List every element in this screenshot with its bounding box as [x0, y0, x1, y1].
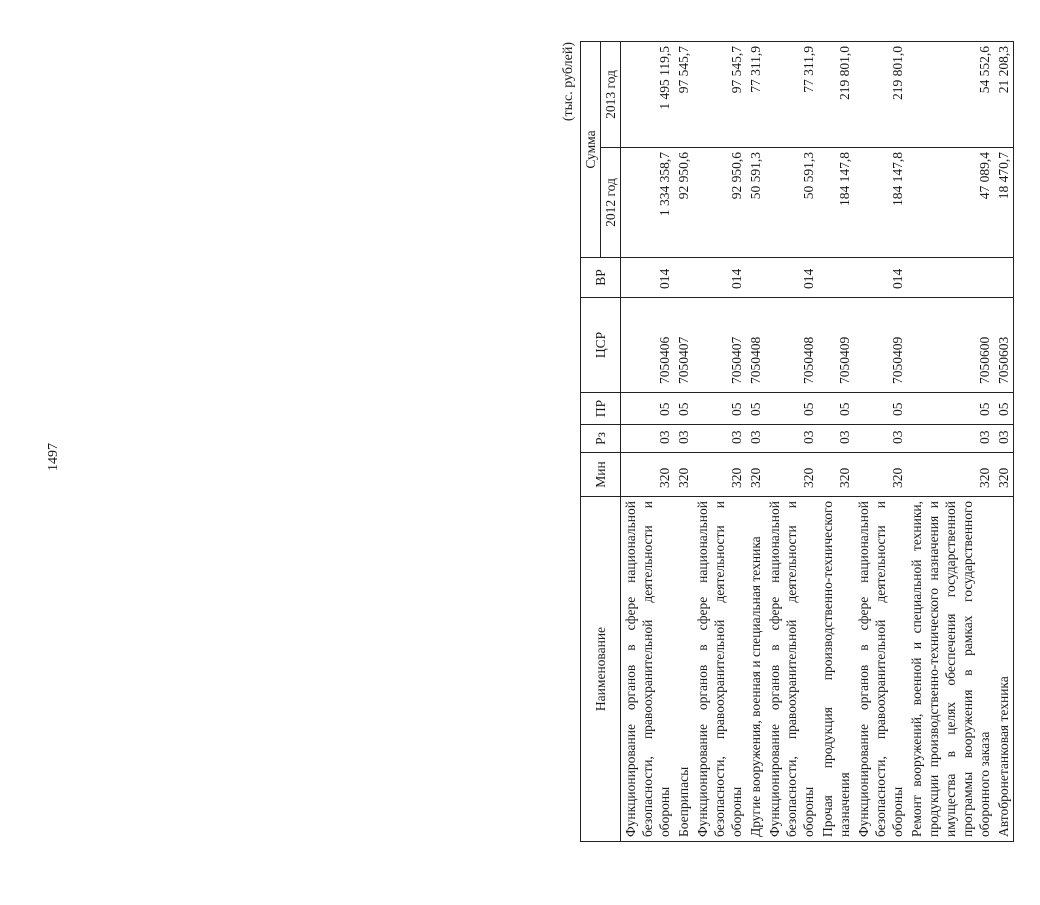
row-csr: 7050408: [765, 298, 818, 393]
row-rz: 03: [621, 425, 675, 453]
row-2012: 18 470,7: [994, 148, 1014, 258]
row-min: 320: [693, 453, 746, 497]
row-name: Прочая продукция производственно-технического назначения: [818, 497, 854, 842]
row-csr: 7050409: [818, 298, 854, 393]
table-row: [693, 41, 746, 841]
row-pr: 05: [765, 393, 818, 425]
row-csr: 7050603: [994, 298, 1014, 393]
row-min: 320: [818, 453, 854, 497]
budget-table: [580, 41, 1014, 842]
header-year-2012: 2012 год: [601, 148, 621, 258]
row-csr: 7050407: [693, 298, 746, 393]
row-pr: 05: [994, 393, 1014, 425]
row-2013: 97 545,7: [674, 41, 693, 147]
table-row: [854, 41, 907, 841]
row-vr: [674, 258, 693, 298]
row-2012: 47 089,4: [907, 148, 994, 258]
row-rz: 03: [746, 425, 765, 453]
row-vr: [994, 258, 1014, 298]
row-2012: 50 591,3: [746, 148, 765, 258]
table-row: [621, 41, 675, 841]
row-csr: 7050407: [674, 298, 693, 393]
row-2012: 92 950,6: [674, 148, 693, 258]
row-name: Ремонт вооружений, военной и специальной техники, продукции производственно-технического назначения и имущества в целях обеспечения государственной программы вооружения в рамках государственного оборонного заказа: [907, 497, 994, 842]
header-sum: Сумма: [581, 41, 601, 257]
table-row: [765, 41, 818, 841]
row-min: 320: [765, 453, 818, 497]
header-rz: Рз: [581, 425, 621, 453]
row-pr: 05: [693, 393, 746, 425]
row-min: 320: [994, 453, 1014, 497]
row-rz: 03: [854, 425, 907, 453]
rotated-table-sheet: [560, 42, 1040, 842]
row-name: Автобронетанковая техника: [994, 497, 1014, 842]
row-pr: 05: [746, 393, 765, 425]
header-year-2013: 2013 год: [601, 41, 621, 147]
row-pr: 05: [907, 393, 994, 425]
row-vr: 014: [693, 258, 746, 298]
table-row: [818, 41, 854, 841]
row-vr: 014: [854, 258, 907, 298]
row-2013: 219 801,0: [818, 41, 854, 147]
row-min: 320: [674, 453, 693, 497]
row-name: Функционирование органов в сфере национальной безопасности, правоохранительной деятельности и обороны: [765, 497, 818, 842]
table-row: [994, 41, 1014, 841]
row-min: 320: [621, 453, 675, 497]
row-csr: 7050408: [746, 298, 765, 393]
row-min: 320: [907, 453, 994, 497]
row-rz: 03: [907, 425, 994, 453]
row-min: 320: [746, 453, 765, 497]
row-2013: 77 311,9: [765, 41, 818, 147]
header-pr: ПР: [581, 393, 621, 425]
row-2013: 77 311,9: [746, 41, 765, 147]
header-name: Наименование: [581, 497, 621, 842]
unit-note: (тыс. рублей): [561, 42, 576, 122]
row-2012: 92 950,6: [693, 148, 746, 258]
header-csr: ЦСР: [581, 298, 621, 393]
table-row: [907, 41, 994, 841]
row-pr: 05: [674, 393, 693, 425]
row-vr: 014: [765, 258, 818, 298]
row-2013: 97 545,7: [693, 41, 746, 147]
row-2012: 1 334 358,7: [621, 148, 675, 258]
row-name: Функционирование органов в сфере национальной безопасности, правоохранительной деятельности и обороны: [693, 497, 746, 842]
row-2013: 21 208,3: [994, 41, 1014, 147]
row-csr: 7050409: [854, 298, 907, 393]
row-vr: [818, 258, 854, 298]
row-2013: 54 552,6: [907, 41, 994, 147]
row-vr: 014: [621, 258, 675, 298]
row-csr: 7050406: [621, 298, 675, 393]
row-name: Функционирование органов в сфере национальной безопасности, правоохранительной деятельности и обороны: [621, 497, 675, 842]
row-csr: 7050600: [907, 298, 994, 393]
row-2013: 1 495 119,5: [621, 41, 675, 147]
row-2012: 184 147,8: [818, 148, 854, 258]
row-pr: 05: [621, 393, 675, 425]
row-rz: 03: [674, 425, 693, 453]
row-vr: [746, 258, 765, 298]
row-rz: 03: [765, 425, 818, 453]
row-vr: [907, 258, 994, 298]
row-rz: 03: [693, 425, 746, 453]
row-min: 320: [854, 453, 907, 497]
table-row: [746, 41, 765, 841]
row-name: Другие вооружения, военная и специальная техника: [746, 497, 765, 842]
header-min: Мин: [581, 453, 621, 497]
row-2012: 50 591,3: [765, 148, 818, 258]
row-name: Функционирование органов в сфере национальной безопасности, правоохранительной деятельности и обороны: [854, 497, 907, 842]
row-pr: 05: [854, 393, 907, 425]
row-2012: 184 147,8: [854, 148, 907, 258]
table-row: [674, 41, 693, 841]
header-vr: ВР: [581, 258, 621, 298]
row-name: Боеприпасы: [674, 497, 693, 842]
row-pr: 05: [818, 393, 854, 425]
table-header: [581, 41, 621, 841]
row-rz: 03: [994, 425, 1014, 453]
row-rz: 03: [818, 425, 854, 453]
row-2013: 219 801,0: [854, 41, 907, 147]
page-number: 1497: [46, 443, 61, 471]
